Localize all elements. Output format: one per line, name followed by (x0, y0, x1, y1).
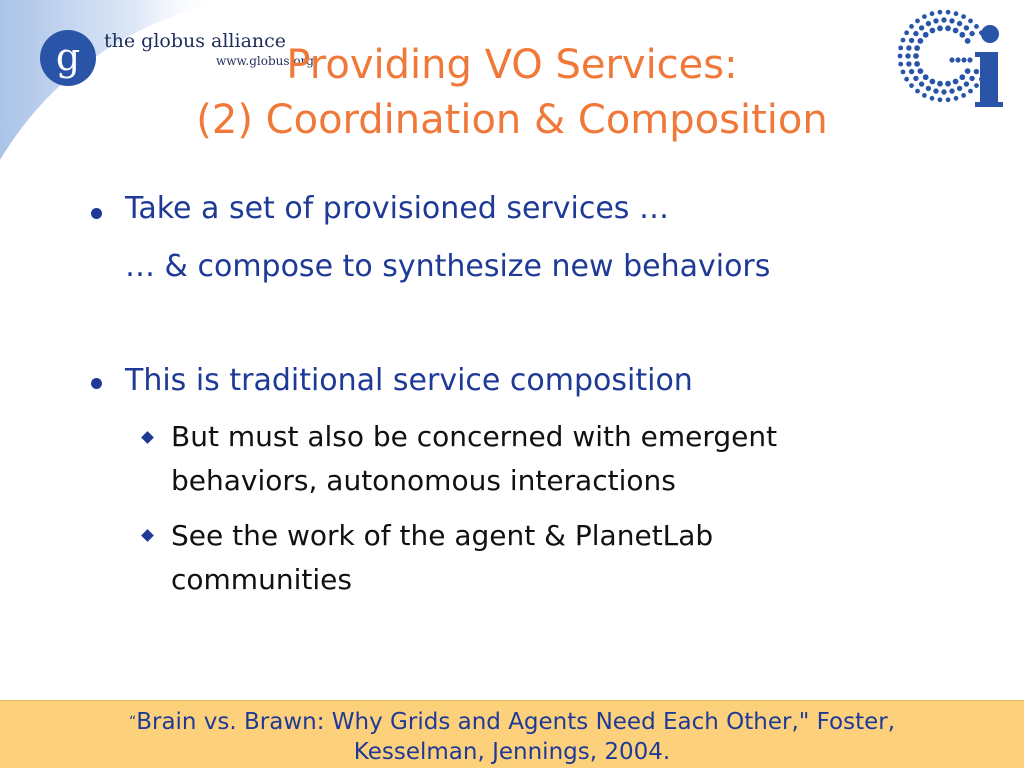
brand-url: www.globus.org (216, 54, 314, 68)
svg-text:g: g (55, 35, 81, 79)
citation-footer (0, 700, 1024, 768)
bullet-1-line-2: … & compose to synthesize new behaviors (125, 249, 771, 284)
subbullet-2-line-2: communities (171, 563, 352, 596)
title-line-1: Providing VO Services: (286, 42, 738, 88)
subbullet-1-line-2: behaviors, autonomous interactions (171, 464, 676, 497)
diamond-bullet-icon (141, 431, 154, 444)
subbullet-2-line-1: See the work of the agent & PlanetLab (171, 519, 714, 552)
citation-line-2: Kesselman, Jennings, 2004. (353, 739, 671, 765)
subbullet-1-line-1: But must also be concerned with emergent (171, 420, 778, 453)
citation-line-1 (0, 707, 1024, 737)
bullet-dot-icon (91, 208, 102, 219)
title-line-2: (2) Coordination & Composition (196, 97, 828, 143)
bullet-1-line-1: Take a set of provisioned services … (125, 191, 669, 226)
citation-text-1: Brain vs. Brawn: Why Grids and Agents Need Each Other," Foster, (136, 709, 896, 735)
brand-name: the globus alliance (104, 30, 287, 52)
diamond-bullet-icon (141, 529, 154, 542)
open-quote: “ (128, 714, 137, 730)
bullet-dot-icon (91, 378, 102, 389)
bullet-2-text: This is traditional service composition (125, 363, 693, 398)
